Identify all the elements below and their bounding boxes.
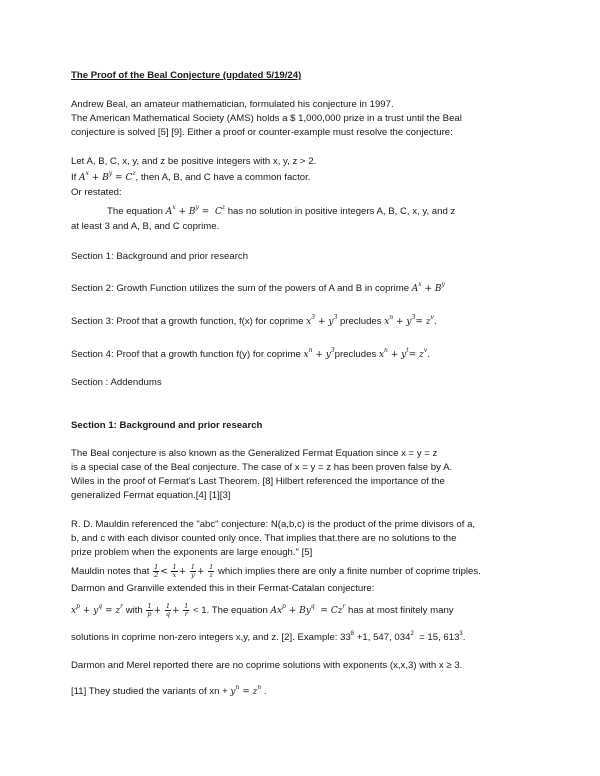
fc-tail: has at most finitely many <box>348 605 454 617</box>
or-restated: Or restated: <box>71 187 122 198</box>
example-c: = 15, 613 <box>419 632 460 643</box>
fraction-one-half: $\frac{1}{2}$ <box>154 563 159 579</box>
variants-line: [11] They studied the variants of xn + $y^n = z^n$ . <box>71 684 267 697</box>
darmon-granville-line: Darmon and Granville extended this in their Fermat-Catalan conjecture: <box>71 583 375 594</box>
mauldin-line: Mauldin notes that $\frac{1}{2}$ < $\frac{1}{x}$ + $\frac{1}{y}$ + $\frac{1}{z}$ which implies there are only a finite number of coprime triples. <box>71 563 481 579</box>
statement-if-line <box>71 172 310 184</box>
fc-lt1: < 1. The equation <box>193 605 268 617</box>
variants-math: $y^n = z^n$ <box>230 684 262 697</box>
restated-line-1 <box>71 206 455 218</box>
fraction-one-over-y: $\frac{1}{y}$ <box>190 563 195 579</box>
toc-section-4-math-b: $x^n + y^t= z^v$. <box>378 347 431 360</box>
toc-section-1: Section 1: Background and prior research <box>71 251 249 262</box>
toc-section-2 <box>71 283 445 295</box>
toc-section-3-math-b: $x^n + y^3= z^v$. <box>384 314 437 327</box>
darmon-merel-line: Darmon and Merel reported there are no coprime solutions with exponents (x,x,3) with x ≥ 3. <box>71 660 463 671</box>
toc-section-2-math: $A^x + B^y$ <box>411 281 445 294</box>
fraction-one-over-q: $\frac{1}{q}$ <box>165 602 170 618</box>
toc-section-4-text: Section 4: Proof that a growth function f(y) for coprime <box>71 349 301 360</box>
restated-suffix: has no solution in positive integers A, B, C, x, y, and z <box>227 206 456 217</box>
beal-equation: $A^x + B^y = C^z$ <box>79 170 136 183</box>
s1-p2-line-3: prize problem when the exponents are large enough." [5] <box>71 547 313 558</box>
toc-section-4-math-a: $x^n + y^3$ <box>303 347 335 360</box>
page-title: The Proof of the Beal Conjecture (updated 5/19/24) <box>71 70 302 81</box>
mauldin-suffix: which implies there are only a finite number of coprime triples. <box>217 566 481 578</box>
toc-addendums: Section : Addendums <box>71 377 162 388</box>
intro-line-3: conjecture is solved [5] [9]. Either a proof or counter-example must resolve the conjecture: <box>71 127 453 138</box>
statement-if-suffix: , then A, B, and C have a common factor. <box>135 172 311 183</box>
toc-section-2-text: Section 2: Growth Function utilizes the sum of the powers of A and B in coprime <box>71 283 410 294</box>
intro-line-2: The American Mathematical Society (AMS) holds a $ 1,000,000 prize in a trust until the Beal <box>71 113 462 124</box>
s1-p2-line-2: b, and c with each divisor counted only once. That implies that.there are no solutions to the <box>71 533 457 544</box>
s1-p1-line-3: Wiles in the proof of Fermat's Last Theorem. [8] Hilbert referenced the importance of the <box>71 476 445 487</box>
statement-if-prefix: If <box>71 172 77 183</box>
section-1-heading: Section 1: Background and prior research <box>71 420 263 431</box>
fermat-catalan-equation: $x^p + y^q = z^r$ <box>71 603 124 617</box>
fc-with: with <box>125 605 143 617</box>
toc-section-3 <box>71 316 437 328</box>
statement-line-1: Let A, B, C, x, y, and z be positive integers with x, y, z > 2. <box>71 156 317 167</box>
fraction-one-over-p: $\frac{1}{p}$ <box>147 602 152 618</box>
fraction-one-over-x: $\frac{1}{x}$ <box>172 563 177 579</box>
toc-section-4 <box>71 349 430 361</box>
toc-section-4-mid: precludes <box>334 349 377 360</box>
solutions-prefix: solutions in coprime non-zero integers x,y, and z. [2]. Example: <box>71 632 338 643</box>
s1-p1-line-4: generalized Fermat equation.[4] [1][3] <box>71 490 231 501</box>
fraction-one-over-r: $\frac{1}{r}$ <box>184 602 189 618</box>
toc-section-3-text: Section 3: Proof that a growth function, f(x) for coprime <box>71 316 304 327</box>
s1-p2-line-1: R. D. Mauldin referenced the "abc" conjecture: N(a,b,c) is the product of the prime divisors of a, <box>71 519 476 530</box>
example-equation: $33^8 +1$, 547, $034^2 = 15$, $613^3$. <box>340 631 466 643</box>
toc-section-3-math-a: $x^3 + y^3$ <box>306 314 338 327</box>
solutions-line <box>71 632 465 644</box>
intro-line-1: Andrew Beal, an amateur mathematician, formulated his conjecture in 1997. <box>71 99 394 110</box>
s1-p1-line-1: The Beal conjecture is also known as the Generalized Fermat Equation since x = y = z <box>71 448 438 459</box>
example-b: +1, 547, 034 <box>356 632 411 643</box>
beal-equation-restated: $A^x + B^y = C^z$ <box>165 204 226 217</box>
toc-section-3-mid: precludes <box>339 316 382 327</box>
restated-prefix: The equation <box>107 206 164 217</box>
fraction-one-over-z: $\frac{1}{z}$ <box>209 563 214 579</box>
s1-p1-line-2: is a special case of the Beal conjecture. The case of x = y = z has been proven false by A. <box>71 462 453 473</box>
fermat-catalan-line: $x^p + y^q = z^r$ with $\frac{1}{p}$ + $\frac{1}{q}$ + $\frac{1}{r}$ < 1. The equation $Ax^p + By^q = Cz^r$ has at most finitely many <box>71 602 454 618</box>
restated-line-2: at least 3 and A, B, and C coprime. <box>71 221 220 232</box>
variants-prefix: [11] They studied the variants of xn + <box>71 686 228 697</box>
fc-equation-abc: $Ax^p + By^q = Cz^r$ <box>270 603 346 617</box>
mauldin-prefix: Mauldin notes that <box>71 566 150 578</box>
